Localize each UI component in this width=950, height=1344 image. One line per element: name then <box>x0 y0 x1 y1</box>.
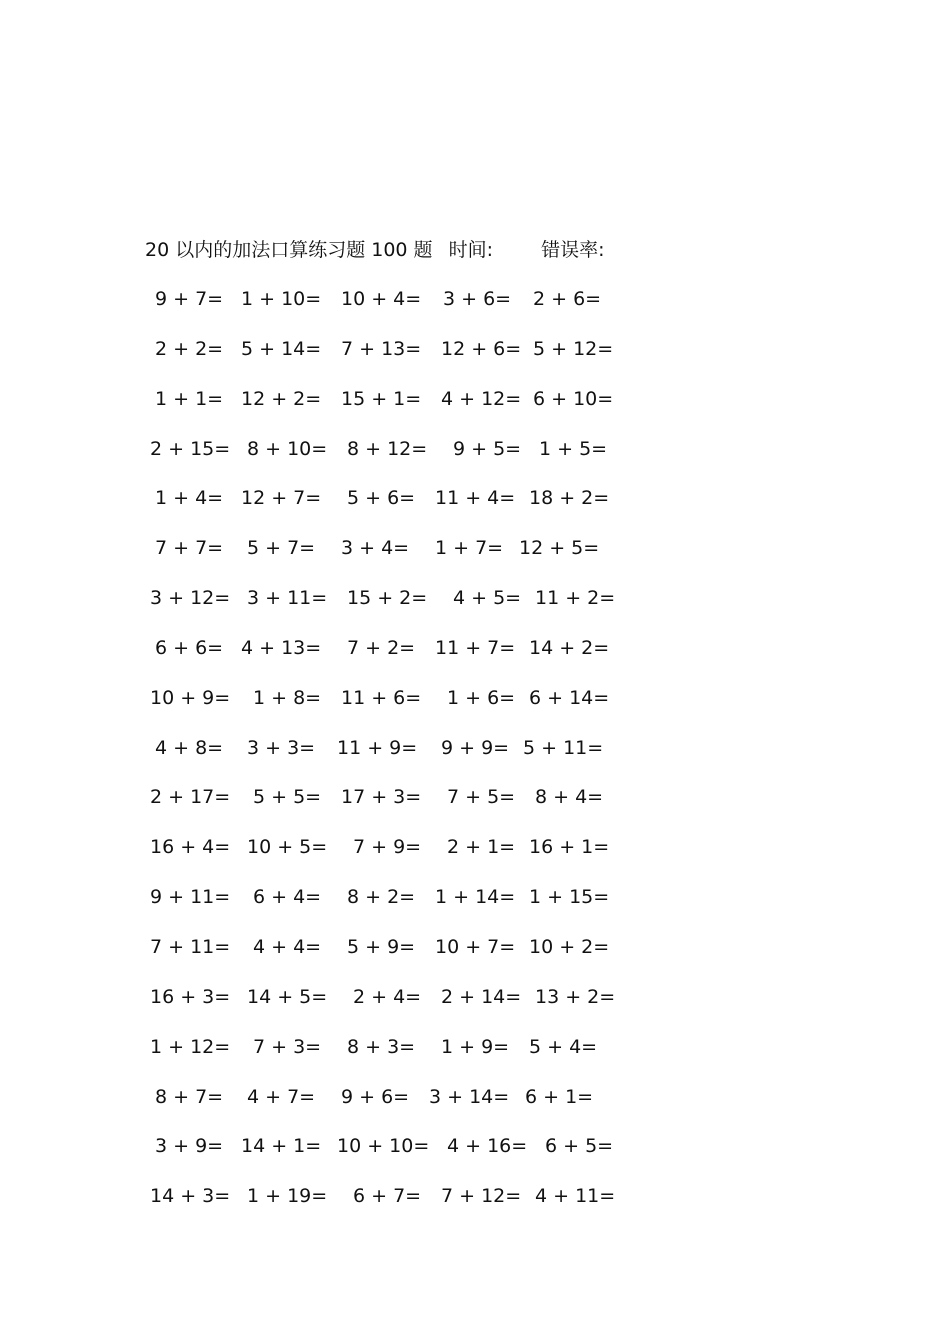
error-rate-label: 错误率: <box>541 239 605 261</box>
addition-problem: 6 + 4= <box>253 886 322 909</box>
time-label: 时间: <box>448 239 494 261</box>
addition-problem: 10 + 10= <box>337 1135 430 1158</box>
addition-problem: 7 + 9= <box>353 836 422 859</box>
addition-problem: 1 + 8= <box>253 686 322 709</box>
addition-problem: 3 + 4= <box>341 537 410 560</box>
addition-problem: 17 + 3= <box>341 786 422 809</box>
addition-problem: 2 + 17= <box>150 786 231 809</box>
addition-problem: 7 + 5= <box>447 786 516 809</box>
addition-problem: 9 + 5= <box>453 437 522 460</box>
addition-problem: 2 + 4= <box>353 985 422 1008</box>
addition-problem: 5 + 11= <box>523 736 604 759</box>
problem-row <box>145 981 625 1031</box>
addition-problem: 12 + 5= <box>519 537 600 560</box>
addition-problem: 7 + 11= <box>150 935 231 958</box>
addition-problem: 2 + 15= <box>150 437 231 460</box>
problem-row <box>145 732 625 782</box>
addition-problem: 9 + 6= <box>341 1085 410 1108</box>
problem-row <box>145 881 625 931</box>
addition-problem: 5 + 9= <box>347 935 416 958</box>
addition-problem: 10 + 5= <box>247 836 328 859</box>
addition-problem: 1 + 4= <box>155 487 224 510</box>
problem-row <box>145 582 625 632</box>
addition-problem: 1 + 1= <box>155 387 224 410</box>
addition-problem: 6 + 5= <box>545 1135 614 1158</box>
addition-problem: 2 + 6= <box>533 288 602 310</box>
problem-row <box>145 781 625 831</box>
addition-problem: 12 + 6= <box>441 337 522 360</box>
problem-row <box>145 831 625 881</box>
addition-problem: 3 + 14= <box>429 1085 510 1108</box>
problem-row <box>145 931 625 981</box>
addition-problem: 14 + 3= <box>150 1185 231 1208</box>
addition-problem: 15 + 1= <box>341 387 422 410</box>
addition-problem: 10 + 7= <box>435 935 516 958</box>
worksheet-header <box>145 234 604 266</box>
addition-problem: 14 + 2= <box>529 636 610 659</box>
problem-row <box>145 532 625 582</box>
addition-problem: 7 + 13= <box>341 337 422 360</box>
addition-problem: 4 + 11= <box>535 1185 616 1208</box>
addition-problem: 16 + 4= <box>150 836 231 859</box>
addition-problem: 2 + 1= <box>447 836 516 859</box>
addition-problem: 18 + 2= <box>529 487 610 510</box>
addition-problem: 4 + 8= <box>155 736 224 759</box>
problem-row <box>145 433 625 483</box>
addition-problem: 2 + 14= <box>441 985 522 1008</box>
problem-row <box>145 333 625 383</box>
problem-grid <box>145 283 625 1230</box>
addition-problem: 2 + 2= <box>155 337 224 360</box>
addition-problem: 8 + 10= <box>247 437 328 460</box>
addition-problem: 8 + 2= <box>347 886 416 909</box>
addition-problem: 8 + 4= <box>535 786 604 809</box>
addition-problem: 3 + 6= <box>443 288 512 310</box>
addition-problem: 9 + 9= <box>441 736 510 759</box>
addition-problem: 14 + 1= <box>241 1135 322 1158</box>
addition-problem: 6 + 6= <box>155 636 224 659</box>
problem-row <box>145 632 625 682</box>
addition-problem: 3 + 9= <box>155 1135 224 1158</box>
addition-problem: 16 + 3= <box>150 985 231 1008</box>
addition-problem: 4 + 4= <box>253 935 322 958</box>
addition-problem: 6 + 10= <box>533 387 614 410</box>
addition-problem: 7 + 12= <box>441 1185 522 1208</box>
addition-problem: 3 + 11= <box>247 587 328 610</box>
addition-problem: 8 + 7= <box>155 1085 224 1108</box>
worksheet-title: 20 以内的加法口算练习题 100 题 <box>145 239 433 261</box>
addition-problem: 14 + 5= <box>247 985 328 1008</box>
addition-problem: 5 + 4= <box>529 1035 598 1058</box>
addition-problem: 11 + 9= <box>337 736 418 759</box>
addition-problem: 13 + 2= <box>535 985 616 1008</box>
addition-problem: 8 + 12= <box>347 437 428 460</box>
addition-problem: 10 + 2= <box>529 935 610 958</box>
addition-problem: 10 + 4= <box>341 288 422 310</box>
addition-problem: 5 + 14= <box>241 337 322 360</box>
problem-row <box>145 1130 625 1180</box>
addition-problem: 8 + 3= <box>347 1035 416 1058</box>
addition-problem: 6 + 7= <box>353 1185 422 1208</box>
addition-problem: 1 + 9= <box>441 1035 510 1058</box>
addition-problem: 11 + 2= <box>535 587 616 610</box>
addition-problem: 4 + 16= <box>447 1135 528 1158</box>
addition-problem: 7 + 2= <box>347 636 416 659</box>
problem-row <box>145 482 625 532</box>
problem-row <box>145 383 625 433</box>
problem-row <box>145 1180 625 1230</box>
addition-problem: 11 + 4= <box>435 487 516 510</box>
addition-problem: 6 + 14= <box>529 686 610 709</box>
addition-problem: 1 + 10= <box>241 288 322 310</box>
addition-problem: 1 + 14= <box>435 886 516 909</box>
addition-problem: 15 + 2= <box>347 587 428 610</box>
addition-problem: 16 + 1= <box>529 836 610 859</box>
addition-problem: 9 + 7= <box>155 288 224 310</box>
addition-problem: 4 + 7= <box>247 1085 316 1108</box>
addition-problem: 7 + 3= <box>253 1035 322 1058</box>
addition-problem: 1 + 15= <box>529 886 610 909</box>
addition-problem: 1 + 7= <box>435 537 504 560</box>
addition-problem: 1 + 6= <box>447 686 516 709</box>
addition-problem: 5 + 7= <box>247 537 316 560</box>
addition-problem: 4 + 13= <box>241 636 322 659</box>
addition-problem: 4 + 12= <box>441 387 522 410</box>
addition-problem: 5 + 5= <box>253 786 322 809</box>
addition-problem: 6 + 1= <box>525 1085 594 1108</box>
addition-problem: 1 + 12= <box>150 1035 231 1058</box>
addition-problem: 1 + 5= <box>539 437 608 460</box>
addition-problem: 11 + 6= <box>341 686 422 709</box>
addition-problem: 1 + 19= <box>247 1185 328 1208</box>
addition-problem: 11 + 7= <box>435 636 516 659</box>
addition-problem: 12 + 7= <box>241 487 322 510</box>
problem-row <box>145 1081 625 1131</box>
addition-problem: 5 + 6= <box>347 487 416 510</box>
addition-problem: 5 + 12= <box>533 337 614 360</box>
addition-problem: 12 + 2= <box>241 387 322 410</box>
addition-problem: 7 + 7= <box>155 537 224 560</box>
problem-row <box>145 283 625 333</box>
addition-problem: 4 + 5= <box>453 587 522 610</box>
problem-row <box>145 682 625 732</box>
addition-problem: 3 + 3= <box>247 736 316 759</box>
addition-problem: 3 + 12= <box>150 587 231 610</box>
addition-problem: 10 + 9= <box>150 686 231 709</box>
addition-problem: 9 + 11= <box>150 886 231 909</box>
problem-row <box>145 1031 625 1081</box>
